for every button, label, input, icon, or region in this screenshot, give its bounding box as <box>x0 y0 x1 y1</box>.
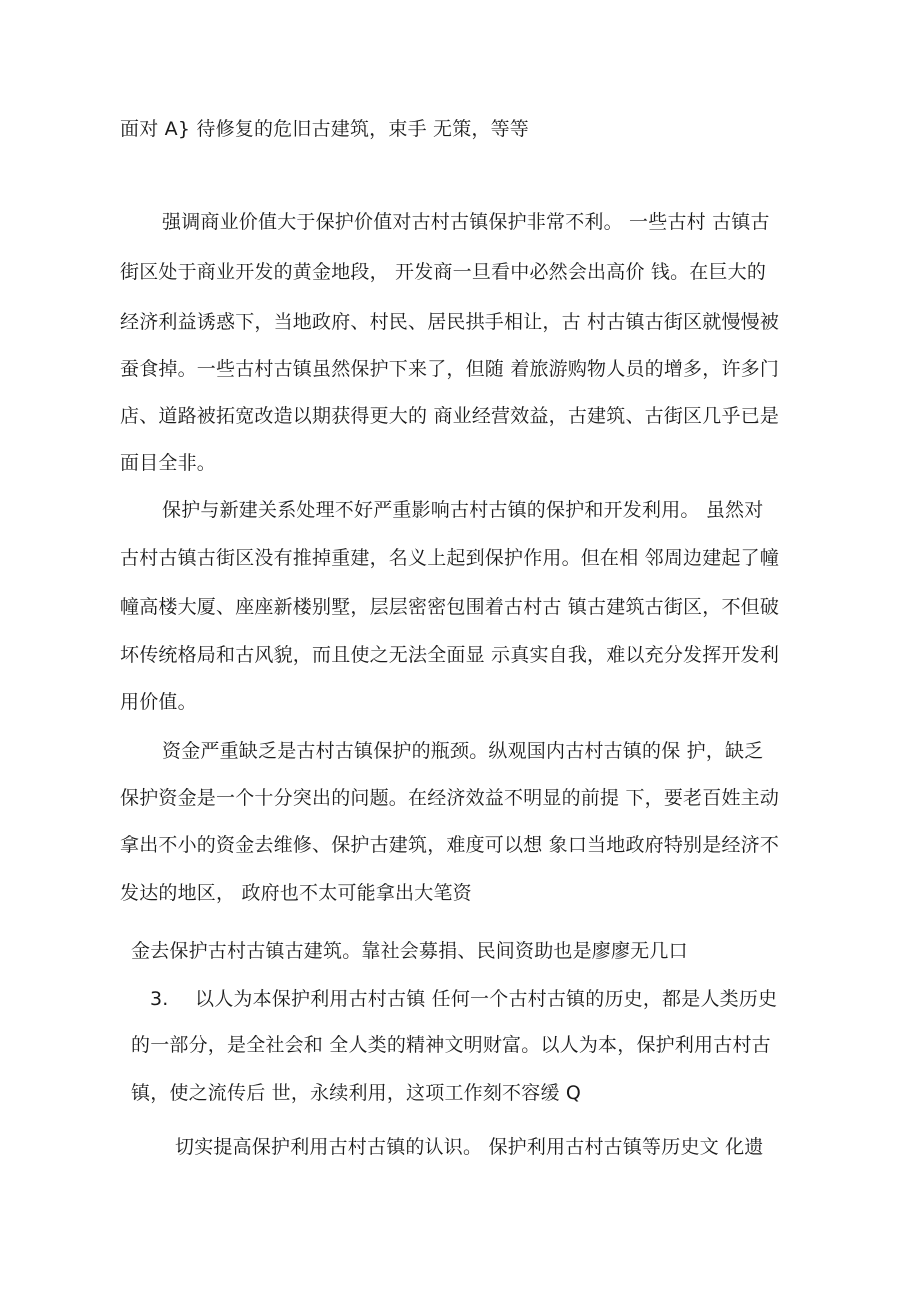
para1-line-6: 面目全非。 <box>120 452 217 474</box>
para3-line-4: 发达的地区， 政府也不太可能拿出大笔资 <box>120 882 472 904</box>
section3-line-1: 以人为本保护利用古村古镇 任何一个古村古镇的历史，都是人类历史 <box>195 988 778 1010</box>
para2-line-3: 幢高楼大厦、座座新楼别墅，层层密密包围着古村古 镇古建筑古街区，不但破 <box>120 596 780 618</box>
para1-line-1: 强调商业价值大于保护价值对古村古镇保护非常不利。 一些古村 古镇古 <box>162 211 770 233</box>
para4-line-1: 金去保护古村古镇古建筑。靠社会募捐、民间资助也是廖廖无几口 <box>131 940 688 962</box>
para3-line-2: 保护资金是一个十分突出的问题。在经济效益不明显的前提 下，要老百姓主动 <box>120 787 780 809</box>
para2-line-1: 保护与新建关系处理不好严重影响古村古镇的保护和开发利用。 虽然对 <box>162 499 764 521</box>
para1-line-2: 街区处于商业开发的黄金地段， 开发商一旦看中必然会出高价 钱。在巨大的 <box>120 261 767 283</box>
para2-line-5: 用价值。 <box>120 691 197 713</box>
para1-line-4: 蚕食掉。一些古村古镇虽然保护下来了，但随 着旅游购物人员的增多，许多门 <box>120 358 780 380</box>
intro-line: 面对 A} 待修复的危旧古建筑，束手 无策，等等 <box>120 118 530 140</box>
para1-line-5: 店、道路被拓宽改造以期获得更大的 商业经营效益，古建筑、古街区几乎已是 <box>120 405 780 427</box>
para2-line-2: 古村古镇古街区没有推掉重建，名义上起到保护作用。但在相 邻周边建起了幢 <box>120 547 780 569</box>
section3-line-2: 的一部分，是全社会和 全人类的精神文明财富。以人为本，保护利用古村古 <box>131 1034 771 1056</box>
section3-number: 3. <box>150 988 169 1010</box>
para3-line-1: 资金严重缺乏是古村古镇保护的瓶颈。纵观国内古村古镇的保 护，缺乏 <box>162 740 764 762</box>
para2-line-4: 坏传统格局和古风貌，而且使之无法全面显 示真实自我，难以充分发挥开发利 <box>120 644 780 666</box>
para1-line-3: 经济利益诱惑下，当地政府、村民、居民拱手相让，古 村古镇古街区就慢慢被 <box>120 311 780 333</box>
para5-line-1: 切实提高保护利用古村古镇的认识。 保护利用古村古镇等历史文 化遗 <box>175 1136 764 1158</box>
section3-line-3: 镇，使之流传后 世，永续利用，这项工作刻不容缓 Q <box>131 1082 582 1104</box>
para3-line-3: 拿出不小的资金去维修、保护古建筑，难度可以想 象口当地政府特别是经济不 <box>120 834 780 856</box>
